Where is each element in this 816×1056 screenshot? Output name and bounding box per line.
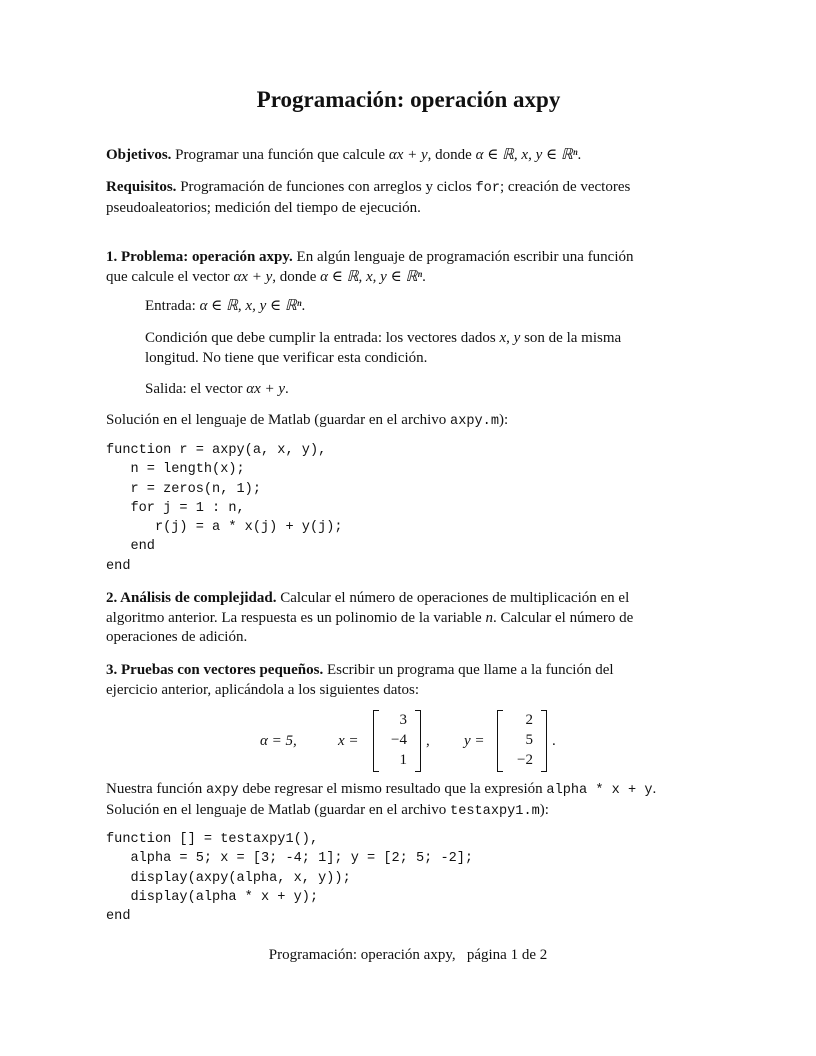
entrada-text: Entrada: [145,298,200,314]
problem-3-text: . [652,781,657,797]
file-name: testaxpy1.m [450,803,540,819]
salida-math: αx + y [246,381,286,397]
condicion-math: x [499,330,507,346]
condicion-paragraph [145,329,711,368]
problem-3-paragraph [106,661,711,700]
y-vector-entry: 5 [525,732,533,748]
condicion-text: son de la misma [520,330,622,346]
condicion-text: Condición que debe cumplir la entrada: los vectores dados [145,330,500,346]
entrada-line [145,297,711,317]
problem-2-text: algoritmo anterior. La respuesta es un polinomio de la variable [106,609,486,626]
left-bracket [373,710,379,772]
page-footer: Programación: operación axpy, página 1 de 2 [268,947,548,963]
problem-1-text: . [422,268,426,285]
problem-1-math: α ∈ ℝ, x, y ∈ ℝⁿ [320,268,423,285]
page-title: Programación: operación axpy [256,87,561,112]
equation-period: . [552,733,556,749]
condicion-text: , [506,330,514,346]
problem-3-text: Nuestra función [106,781,206,797]
objetivos-math: αx + y [388,147,428,163]
problem-3-after-paragraph [106,780,711,821]
x-vector [373,710,421,772]
requisitos-text: pseudoaleatorios; medición del tiempo de ejecución. [106,199,421,216]
problem-3-text: ejercicio anterior, aplicándola a los siguientes datos: [106,681,420,698]
objetivos-math: α ∈ ℝ, x, y ∈ ℝⁿ [475,147,578,163]
right-bracket [541,710,547,772]
problem-1-text: , donde [272,268,321,285]
problem-1-text: En algún lenguaje de programación escribir una función [296,249,634,265]
requisitos-paragraph [106,178,711,218]
inline-code: axpy [205,783,239,798]
requisitos-text: Programación de funciones con arreglos y ciclos [180,179,476,195]
entrada-math: α ∈ ℝ, x, y ∈ ℝⁿ [199,298,302,314]
salida-text: . [285,381,289,397]
solution-1-caption [106,411,711,432]
problem-1-paragraph [106,248,711,287]
caption-text: ): [539,801,549,818]
problem-3-label: 3. Pruebas con vectores pequeños. [106,662,324,678]
objetivos-text: , donde [427,147,476,163]
right-bracket [415,710,421,772]
requisitos-label: Requisitos. [106,179,177,195]
problem-1-math: αx + y [233,268,273,285]
problem-2-text: Calcular el número de operaciones de multiplicación en el [280,590,630,606]
x-vector-entry: 1 [399,752,407,768]
objetivos-label: Objetivos. [106,147,172,163]
condicion-math: y [513,330,521,346]
problem-2-text: . Calcular el número de [492,609,634,626]
salida-line [145,380,711,400]
y-equation-label: y = [464,733,485,749]
problem-3-text: debe regresar el mismo resultado que la expresión [238,781,547,797]
left-bracket [497,710,503,772]
file-name: axpy.m [450,414,499,429]
code-block-testaxpy1: function [] = testaxpy1(), alpha = 5; x = [3; -4; 1]; y = [2; 5; -2]; display(axpy(alpha, x, y)); display(alpha * x + y); end [106,832,474,925]
alpha-equation: α = 5, [260,733,297,749]
caption-text: Solución en el lenguaje de Matlab (guardar en el archivo [106,412,451,428]
inline-code: for [475,181,500,196]
y-vector-entry: −2 [517,752,533,768]
problem-1-label: 1. Problema: operación axpy. [106,249,293,265]
x-vector-entry: 3 [399,712,407,728]
objetivos-text: Programar una función que calcule [175,147,389,163]
objetivos-paragraph [106,146,711,166]
problem-3-text: Escribir un programa que llame a la función del [326,662,614,678]
y-vector [497,710,547,772]
salida-text: Salida: el vector [145,381,247,397]
condicion-text: longitud. No tiene que verificar esta condición. [145,349,428,366]
caption-text: Solución en el lenguaje de Matlab (guardar en el archivo [106,801,451,818]
entrada-text: . [301,298,306,314]
problem-2-label: 2. Análisis de complejidad. [106,590,277,606]
problem-2-math: n [485,609,493,626]
y-vector-entry: 2 [525,712,533,728]
x-equation-label: x = [338,733,359,749]
requisitos-text: ; creación de vectores [500,179,631,195]
problem-2-paragraph [106,589,711,648]
problem-2-text: operaciones de adición. [106,629,248,645]
code-block-axpy: function r = axpy(a, x, y), n = length(x); r = zeros(n, 1); for j = 1 : n, r(j) = a * x(j) + y(j); end end [106,443,343,574]
caption-text: ): [499,412,509,428]
separator-comma: , [426,733,430,749]
inline-code: alpha * x + y [546,783,653,798]
problem-1-text: que calcule el vector [106,268,234,285]
objetivos-text: . [577,147,582,163]
x-vector-entry: −4 [391,732,407,748]
